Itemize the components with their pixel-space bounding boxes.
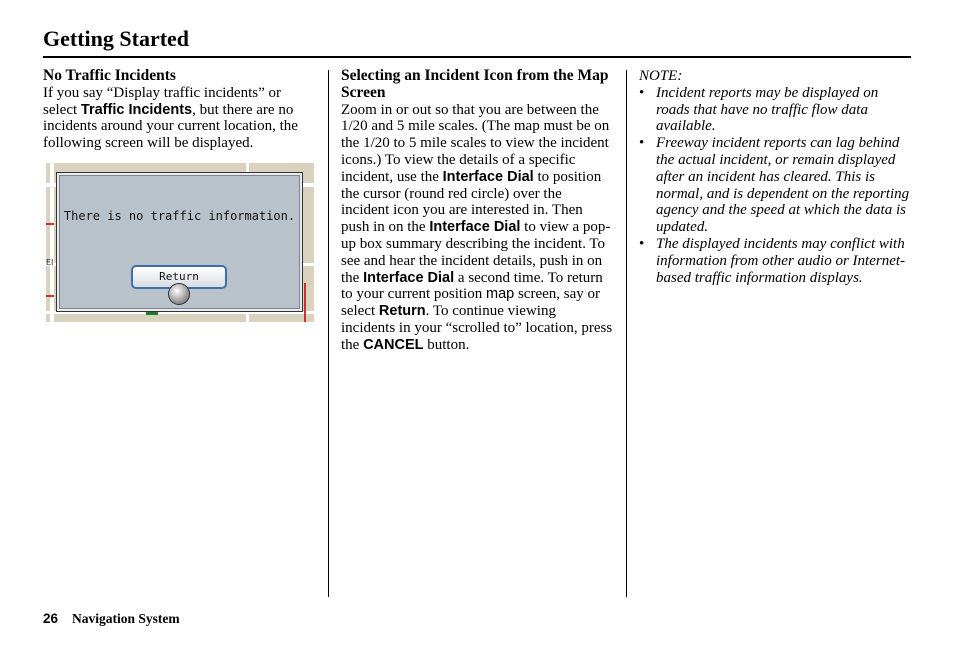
text-span: Zoom in or out so that you are between the 1/20 and 5 mile scales. (The map must be on the 1/20 to 5 mile scales to view the incident icons.) To view the details of a specific incident, use the [341, 101, 610, 185]
page-number: 26 [43, 611, 59, 626]
note-label: NOTE: [639, 68, 683, 84]
section-heading-no-traffic: No Traffic Incidents [43, 67, 176, 84]
text-span: to position the cursor (round red circle) over the incident icon you are interested in. Then push in on the [341, 168, 602, 236]
screen-no-traffic-image [46, 163, 314, 322]
no-traffic-message: There is no traffic information. [63, 209, 296, 223]
footer-section-name: Navigation System [72, 611, 180, 626]
page-footer [43, 611, 180, 627]
paragraph-no-traffic [43, 85, 317, 152]
term-return: Return [378, 303, 426, 320]
bullet-glyph: • [639, 235, 645, 252]
column-divider-1 [328, 70, 329, 597]
term-cancel: CANCEL [363, 336, 424, 353]
note-bullet [639, 236, 914, 286]
text-span: button. [423, 336, 470, 353]
page-title: Getting Started [43, 26, 190, 51]
note-bullet [639, 85, 914, 135]
bullet-text: The displayed incidents may conflict with information from other audio or Internet-based traffic information displays. [656, 235, 906, 286]
map-label: EI [46, 258, 54, 267]
column-select-incident [341, 68, 613, 354]
bullet-text: Incident reports may be displayed on roads that have no traffic flow data available. [656, 84, 879, 135]
bullet-glyph: • [639, 135, 645, 152]
menu-term-traffic-incidents: Traffic Incidents [80, 101, 193, 118]
bullet-text: Freeway incident reports can lag behind the actual incident, or remain displayed after an incident has cleared. This is normal, and is dependent on the reporting agency and the speed at which the data is updated. [656, 135, 910, 236]
text-span: to view a pop-up box summary describing the incident. To see and hear the incident details, push in on the [341, 219, 611, 286]
term-interface-dial: Interface Dial [429, 219, 521, 236]
text-span: screen, say or select [341, 286, 600, 320]
column-note [639, 68, 914, 286]
column-no-traffic [43, 68, 317, 152]
return-button[interactable]: Return [131, 265, 227, 289]
paragraph-select-incident [341, 102, 613, 354]
term-interface-dial: Interface Dial [363, 269, 455, 286]
text-span: If you say “Display traffic incidents” or select [43, 84, 281, 118]
section-heading-select-incident: Selecting an Incident Icon from the Map Screen [341, 67, 609, 101]
note-bullet [639, 135, 914, 236]
column-divider-2 [626, 70, 627, 597]
bullet-glyph: • [639, 84, 645, 101]
text-span: . To continue viewing incidents in your “scrolled to” location, press the [341, 303, 613, 353]
term-interface-dial: Interface Dial [442, 168, 534, 185]
text-span: , but there are no incidents around your current location, the following screen will be displayed. [43, 101, 298, 152]
title-rule [43, 56, 911, 58]
interface-dial-cursor-icon [168, 283, 190, 305]
term-map: map [485, 286, 515, 303]
text-span: a second time. To return to your current position [341, 269, 603, 303]
